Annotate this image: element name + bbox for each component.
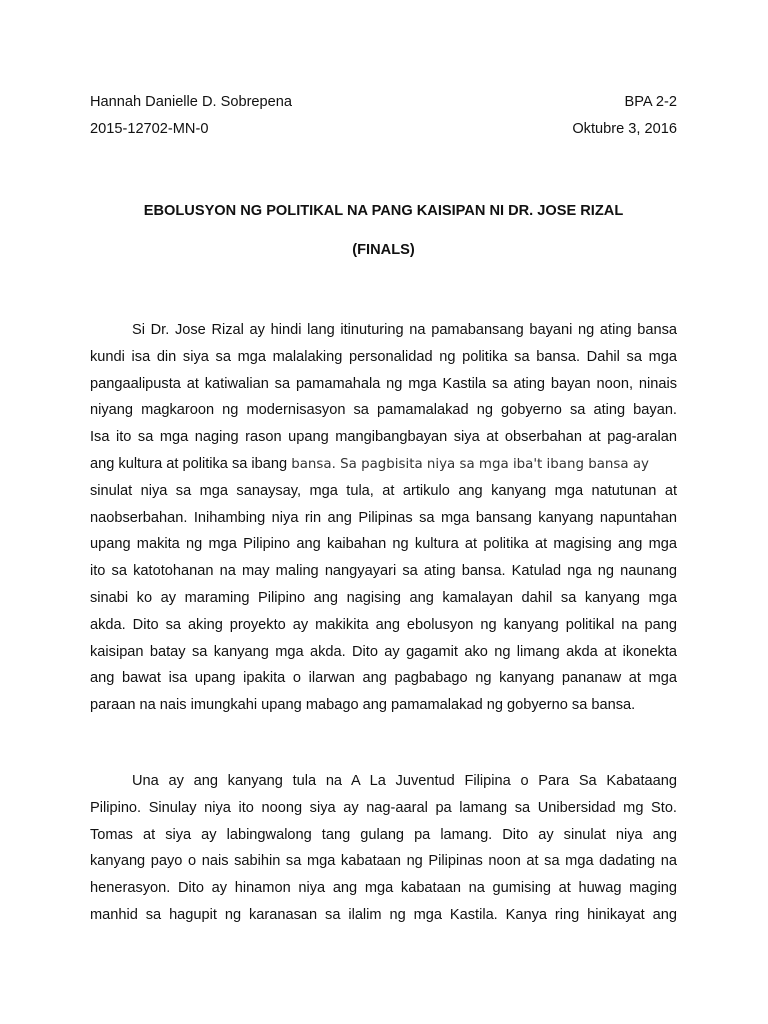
paragraph-line: naobserbahan. Inihambing niya rin ang Pilipinas sa mga bansang kanyang napuntahan	[90, 509, 677, 526]
paragraph-line: henerasyon. Dito ay hinamon niya ang mga kabataan na gumising at huwag maging	[90, 880, 677, 897]
header-row-2	[90, 119, 677, 139]
paragraph-line: upang makita ng mga Pilipino ang kaibahan ng kultura at politika at magising ang mga	[90, 536, 677, 553]
paragraph-line: ito sa katotohanan na may maling nangyayari sa ating bansa. Katulad nga ng naunang	[90, 563, 677, 580]
paragraph-line: kanyang payo o nais sabihin sa mga kabataan ng Pilipinas noon at sa mga dadating na	[90, 853, 677, 870]
line-text-start: ang kultura at politika sa ibang	[90, 455, 288, 472]
paragraph-line: Isa ito sa mga naging rason upang mangibangbayan siya at obserbahan at pag-aralan	[90, 429, 677, 446]
header-row-1	[90, 92, 677, 112]
paragraph-line: kundi isa din siya sa mga malalaking personalidad ng politika sa bansa. Dahil sa mga	[90, 348, 677, 365]
paragraph-line: ang bawat isa upang ipakita o ilarwan ang pagbabago ng kanyang pananaw at mga	[90, 670, 677, 687]
paragraph-line: Pilipino. Sinulay niya ito noong siya ay nag-aaral pa lamang sa Unibersidad mg Sto.	[90, 799, 677, 816]
line-text-alt-font: bansa. Sa pagbisita niya sa mga iba't ibang bansa ay	[291, 456, 649, 472]
paragraph-line: sinabi ko ay maraming Pilipino ang nagising ang kamalayan dahil sa kanyang mga	[90, 589, 677, 606]
paragraph-line: Si Dr. Jose Rizal ay hindi lang itinuturing na pamabansang bayani ng ating bansa	[132, 322, 677, 338]
document-subtitle: (FINALS)	[352, 242, 415, 258]
paragraph-line: paraan na nais imungkahi upang mabago ang pamamalakad ng gobyerno sa bansa.	[90, 697, 636, 714]
paragraph-2	[90, 771, 677, 932]
paragraph-line: niyang magkaroon ng modernisasyon sa pamamalakad ng gobyerno sa ating bayan.	[90, 402, 677, 419]
student-number: 2015-12702-MN-0	[90, 121, 209, 137]
paragraph-line-mixed-font	[90, 454, 677, 481]
section-code: BPA 2-2	[624, 94, 677, 110]
paragraph-line: akda. Dito sa aking proyekto ay makikita ang ebolusyon ng kanyang politikal na pang	[90, 616, 677, 633]
paragraph-line: kaisipan batay sa kanyang mga akda. Dito ay gagamit ako ng limang akda at ikonekta	[90, 643, 677, 660]
document-date: Oktubre 3, 2016	[572, 121, 677, 137]
paragraph-line: manhid sa hagupit ng karanasan sa ilalim ng mga Kastila. Kanya ring hinikayat ang	[90, 906, 677, 923]
paragraph-1	[90, 320, 677, 722]
paragraph-line: pangaalipusta at katiwalian sa pamamahala ng mga Kastila sa ating bayan noon, ninais	[90, 375, 677, 392]
paragraph-line: Tomas at siya ay labingwalong tang gulang pa lamang. Dito ay sinulat niya ang	[90, 826, 677, 843]
paragraph-line: sinulat niya sa mga sanaysay, mga tula, at artikulo ang kanyang mga natutunan at	[90, 482, 677, 499]
author-name: Hannah Danielle D. Sobrepena	[90, 94, 293, 110]
document-title: EBOLUSYON NG POLITIKAL NA PANG KAISIPAN NI DR. JOSE RIZAL	[143, 203, 624, 219]
paragraph-line: Una ay ang kanyang tula na A La Juventud Filipina o Para Sa Kabataang	[132, 773, 677, 789]
